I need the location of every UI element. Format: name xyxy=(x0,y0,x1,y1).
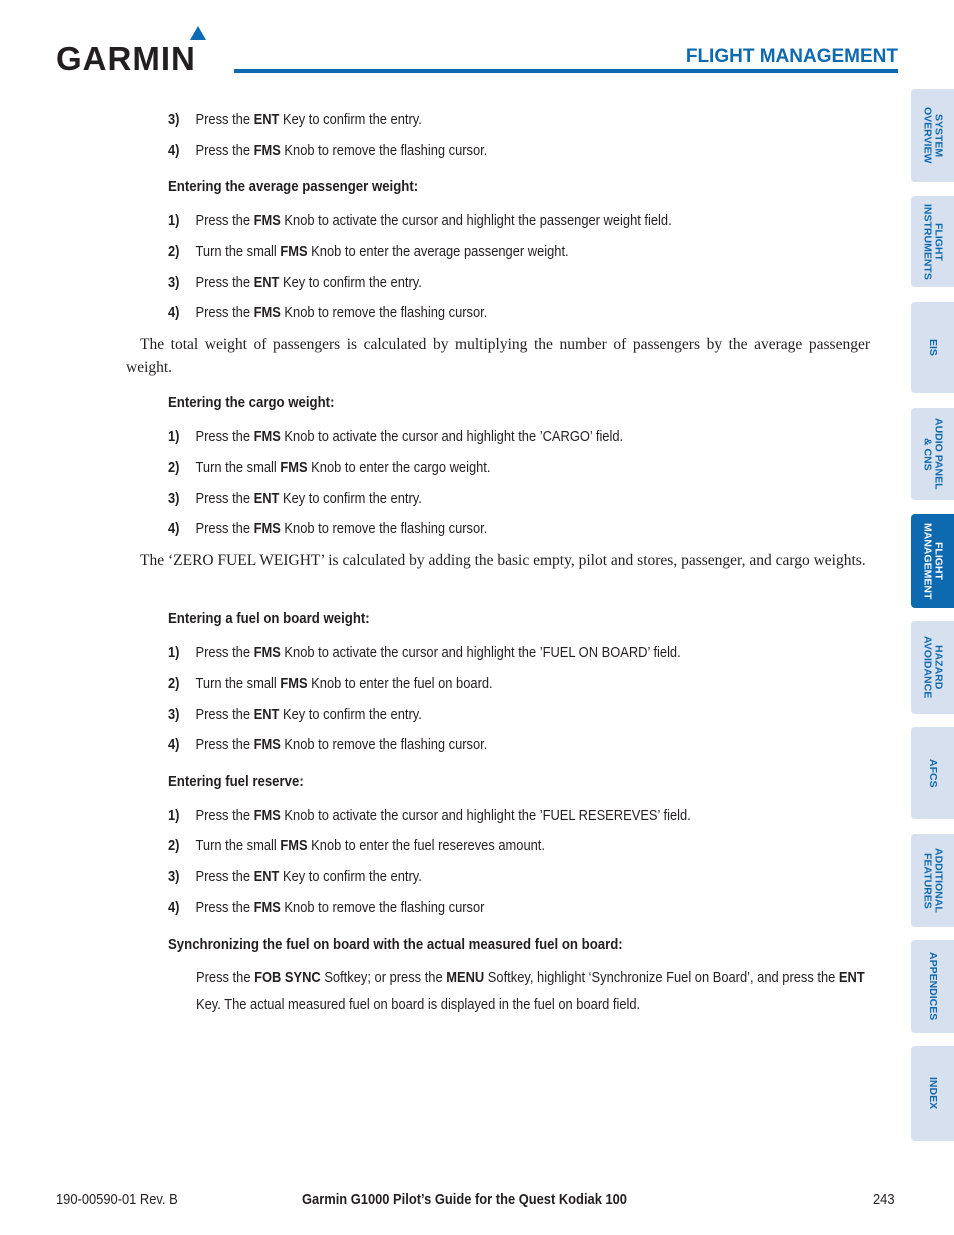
step-number: 2) xyxy=(168,243,180,260)
step-key: FMS xyxy=(253,520,281,537)
step-number: 2) xyxy=(168,675,180,692)
step-text: Knob to remove the flashing cursor. xyxy=(280,520,488,537)
step-number: 4) xyxy=(168,899,180,916)
step-key: FMS xyxy=(253,142,281,159)
step-text: Press the xyxy=(195,520,254,537)
tab-flight-management[interactable] xyxy=(911,514,954,608)
step-number: 4) xyxy=(168,142,180,159)
step-number: 4) xyxy=(168,736,180,753)
step-key: ENT xyxy=(253,706,280,723)
tab-afcs[interactable] xyxy=(911,727,954,819)
step-text: Knob to remove the flashing cursor xyxy=(280,899,485,916)
step-key: FMS xyxy=(280,837,308,854)
step-number: 1) xyxy=(168,428,180,445)
tab-label: FLIGHT MANAGEMENT xyxy=(921,522,945,600)
step-item xyxy=(168,490,422,508)
section-title: FLIGHT MANAGEMENT xyxy=(685,46,898,67)
step-text: Press the xyxy=(195,428,254,445)
step-key: ENT xyxy=(253,274,280,291)
step-text: Press the xyxy=(195,706,254,723)
step-text: Knob to activate the cursor and highlight the ’CARGO’ field. xyxy=(280,428,624,445)
step-item xyxy=(168,520,487,538)
tab-appendices[interactable] xyxy=(911,940,954,1033)
paragraph-text: The total weight of passengers is calculated by multiplying the number of passengers by the average passenger weight. xyxy=(126,336,870,376)
tab-label: FLIGHT INSTRUMENTS xyxy=(921,203,945,280)
step-text: Knob to remove the flashing cursor. xyxy=(280,736,488,753)
step-number: 1) xyxy=(168,212,180,229)
subheading-fuel-on-board: Entering a fuel on board weight: xyxy=(168,610,370,627)
step-item xyxy=(168,142,487,160)
tab-audio-panel-cns[interactable] xyxy=(911,408,954,500)
tab-system-overview[interactable] xyxy=(911,89,954,182)
step-text: Knob to enter the cargo weight. xyxy=(307,459,491,476)
step-text: Knob to remove the flashing cursor. xyxy=(280,304,488,321)
footer-page-number: 243 xyxy=(873,1191,895,1208)
step-key: FMS xyxy=(253,736,281,753)
step-item xyxy=(168,274,422,292)
step-key: FMS xyxy=(253,212,281,229)
fob-sync-paragraph xyxy=(196,964,869,1018)
step-text: Press the xyxy=(195,274,254,291)
step-text: Press the xyxy=(195,111,254,128)
step-number: 3) xyxy=(168,868,180,885)
subheading-fuel-reserve: Entering fuel reserve: xyxy=(168,773,304,790)
tab-flight-instruments[interactable] xyxy=(911,196,954,287)
step-key: FMS xyxy=(253,807,281,824)
step-number: 1) xyxy=(168,644,180,661)
tab-label: HAZARD AVOIDANCE xyxy=(921,636,945,699)
step-text: Press the xyxy=(195,212,254,229)
step-text: Key to confirm the entry. xyxy=(279,111,422,128)
step-item xyxy=(168,706,422,724)
header-rule xyxy=(234,69,898,73)
paragraph-text: Press the xyxy=(196,969,255,986)
tab-label: INDEX xyxy=(927,1077,939,1110)
step-item xyxy=(168,868,422,886)
step-item xyxy=(168,111,422,129)
step-item xyxy=(168,459,490,477)
step-text: Press the xyxy=(195,807,254,824)
tab-label: AUDIO PANEL & CNS xyxy=(921,418,945,490)
paragraph-text: The ‘ZERO FUEL WEIGHT’ is calculated by adding the basic empty, pilot and stores, passenger, and cargo weights. xyxy=(140,552,866,569)
garmin-logo xyxy=(56,26,218,76)
step-number: 4) xyxy=(168,304,180,321)
tab-hazard-avoidance[interactable] xyxy=(911,621,954,714)
step-item xyxy=(168,212,672,230)
step-text: Turn the small xyxy=(195,837,281,854)
footer-title: Garmin G1000 Pilot’s Guide for the Quest Kodiak 100 xyxy=(302,1191,627,1208)
step-text: Press the xyxy=(195,899,254,916)
step-text: Key to confirm the entry. xyxy=(279,706,422,723)
garmin-logo-icon xyxy=(56,26,218,76)
step-text: Key to confirm the entry. xyxy=(279,274,422,291)
paragraph-passenger-total xyxy=(126,333,870,379)
step-item xyxy=(168,243,569,261)
step-key: FMS xyxy=(253,304,281,321)
step-number: 2) xyxy=(168,837,180,854)
step-number: 3) xyxy=(168,111,180,128)
step-item xyxy=(168,644,681,662)
step-text: Turn the small xyxy=(195,243,281,260)
step-item xyxy=(168,304,487,322)
tab-label: APPENDICES xyxy=(927,952,939,1021)
subheading-passenger-weight: Entering the average passenger weight: xyxy=(168,178,419,195)
step-text: Knob to activate the cursor and highlight the ’FUEL RESEREVES’ field. xyxy=(280,807,691,824)
paragraph-text: Key. The actual measured fuel on board is displayed in the fuel on board field. xyxy=(196,996,641,1013)
step-text: Turn the small xyxy=(195,459,281,476)
tab-index[interactable] xyxy=(911,1046,954,1141)
step-number: 1) xyxy=(168,807,180,824)
tab-label: EIS xyxy=(927,339,939,356)
step-item xyxy=(168,675,493,693)
step-key: ENT xyxy=(253,868,280,885)
step-key: FMS xyxy=(280,675,308,692)
tab-label: AFCS xyxy=(927,758,939,788)
step-key: FMS xyxy=(253,899,281,916)
step-text: Turn the small xyxy=(195,675,281,692)
step-text: Knob to enter the fuel on board. xyxy=(307,675,493,692)
paragraph-text: Softkey; or press the xyxy=(320,969,447,986)
step-item xyxy=(168,428,623,446)
step-text: Press the xyxy=(195,142,254,159)
step-number: 2) xyxy=(168,459,180,476)
tab-label: ADDITIONAL FEATURES xyxy=(921,848,945,913)
tab-eis[interactable] xyxy=(911,302,954,393)
step-text: Knob to enter the fuel resereves amount. xyxy=(307,837,545,854)
subheading-fob-sync: Synchronizing the fuel on board with the actual measured fuel on board: xyxy=(168,936,623,953)
step-item xyxy=(168,837,545,855)
key-name: MENU xyxy=(446,969,485,986)
key-name: FOB SYNC xyxy=(254,969,321,986)
step-text: Knob to activate the cursor and highlight the passenger weight field. xyxy=(280,212,672,229)
tab-additional-features[interactable] xyxy=(911,834,954,927)
step-text: Key to confirm the entry. xyxy=(279,868,422,885)
step-number: 4) xyxy=(168,520,180,537)
step-key: FMS xyxy=(253,428,281,445)
step-key: ENT xyxy=(253,111,280,128)
step-text: Knob to activate the cursor and highlight the ’FUEL ON BOARD’ field. xyxy=(280,644,681,661)
step-text: Press the xyxy=(195,304,254,321)
paragraph-zero-fuel-weight xyxy=(126,549,870,572)
step-key: ENT xyxy=(253,490,280,507)
step-text: Press the xyxy=(195,868,254,885)
tab-label: SYSTEM OVERVIEW xyxy=(921,107,945,164)
step-key: FMS xyxy=(280,243,308,260)
step-key: FMS xyxy=(253,644,281,661)
step-text: Press the xyxy=(195,644,254,661)
svg-text:GARMIN: GARMIN xyxy=(56,40,196,76)
step-text: Key to confirm the entry. xyxy=(279,490,422,507)
step-text: Press the xyxy=(195,736,254,753)
step-text: Press the xyxy=(195,490,254,507)
step-text: Knob to remove the flashing cursor. xyxy=(280,142,488,159)
footer-doc-number: 190-00590-01 Rev. B xyxy=(56,1191,178,1208)
step-item xyxy=(168,807,691,825)
step-item xyxy=(168,736,487,754)
step-number: 3) xyxy=(168,706,180,723)
step-key: FMS xyxy=(280,459,308,476)
key-name: ENT xyxy=(838,969,865,986)
step-text: Knob to enter the average passenger weight. xyxy=(307,243,569,260)
paragraph-text: Softkey, highlight ‘Synchronize Fuel on Board’, and press the xyxy=(484,969,839,986)
subheading-cargo-weight: Entering the cargo weight: xyxy=(168,394,335,411)
step-number: 3) xyxy=(168,274,180,291)
step-item xyxy=(168,899,484,917)
step-number: 3) xyxy=(168,490,180,507)
